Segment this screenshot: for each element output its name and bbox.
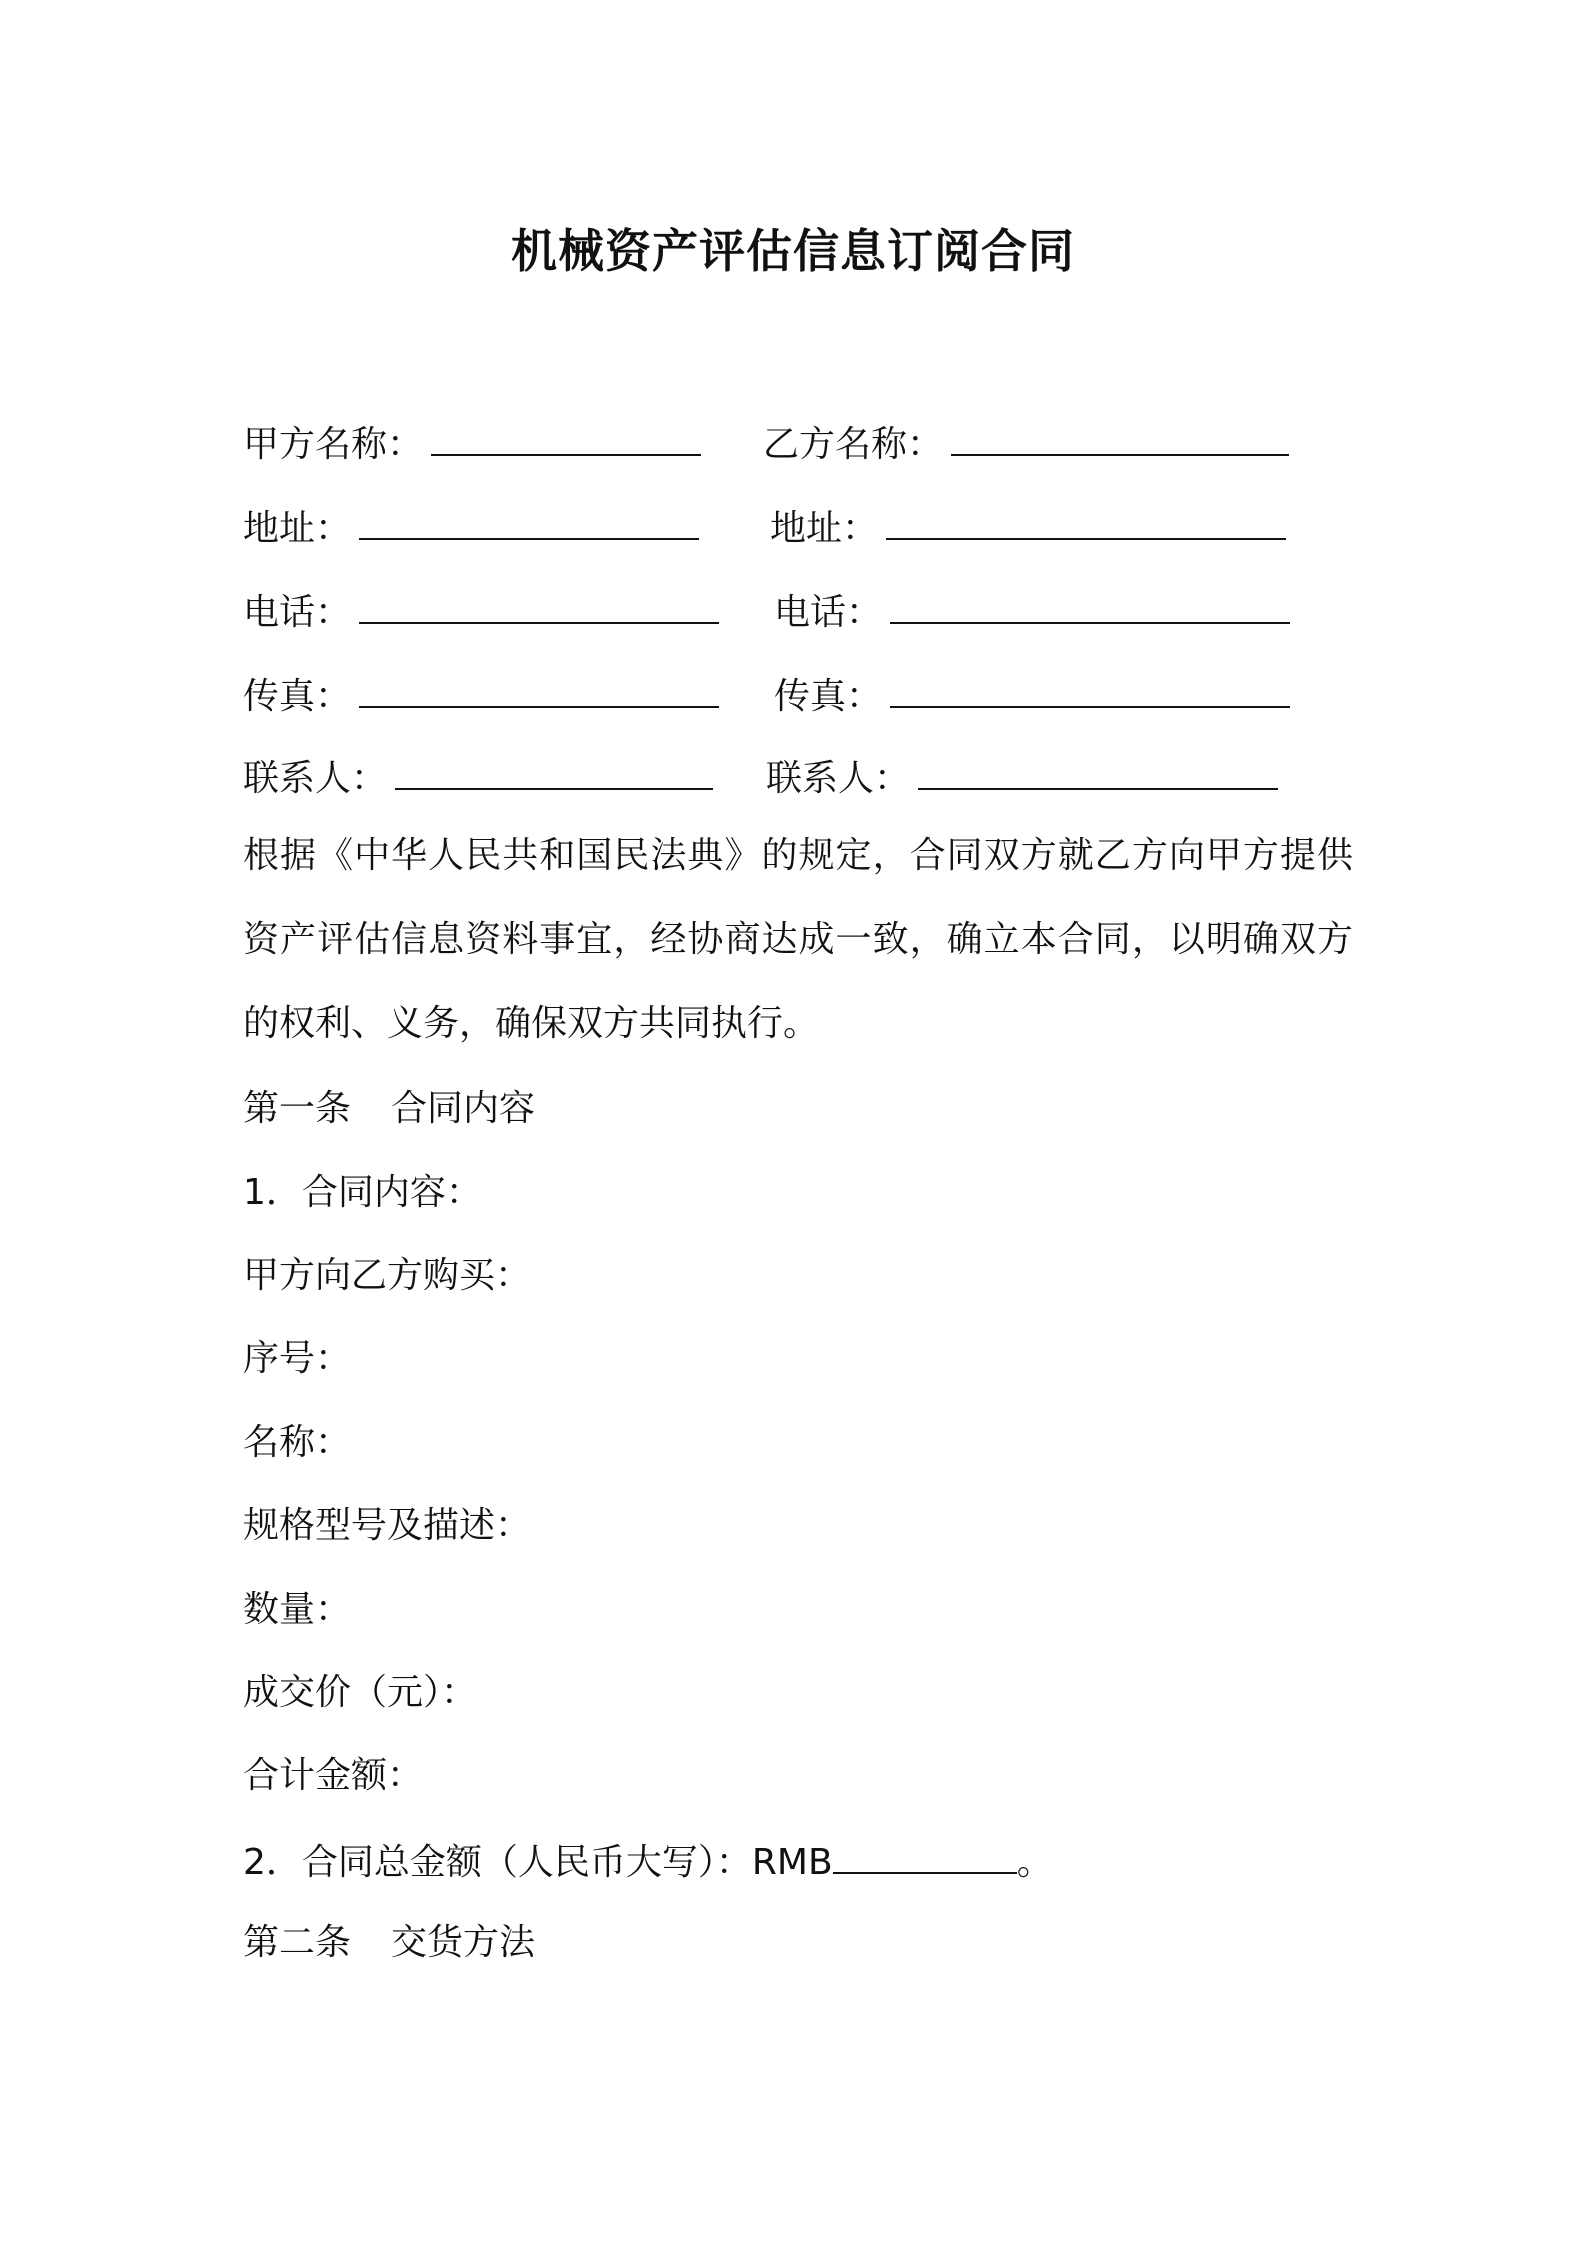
party-a-address-label: 地址： [243, 508, 352, 549]
field-spec: 规格型号及描述： [243, 1505, 532, 1546]
party-b-fax-blank[interactable] [890, 670, 1290, 708]
party-b-phone-row [774, 586, 1290, 637]
item-2-amount-blank[interactable] [833, 1836, 1017, 1874]
article-1-number: 第一条 [243, 1088, 352, 1129]
party-b-fax-label: 传真： [774, 676, 883, 717]
article-2-title: 交货方法 [391, 1922, 536, 1963]
article-2-number: 第二条 [243, 1922, 352, 1963]
intro-paragraph: 根据《中华人民共和国民法典》的规定，合同双方就乙方向甲方提供资产评估信息资料事宜，经协商达成一致，确立本合同，以明确双方的权利、义务，确保双方共同执行。 [243, 835, 1353, 1044]
party-a-phone-label: 电话： [243, 592, 352, 633]
field-price: 成交价（元）： [243, 1672, 478, 1713]
party-a-address-blank[interactable] [359, 502, 699, 540]
party-a-fax-label: 传真： [243, 676, 352, 717]
party-b-address-blank[interactable] [886, 502, 1286, 540]
party-b-contact-label: 联系人： [766, 758, 911, 799]
party-a-phone-row [243, 586, 719, 637]
party-b-phone-label: 电话： [774, 592, 883, 633]
purchase-line: 甲方向乙方购买： [243, 1255, 532, 1296]
field-total: 合计金额： [243, 1755, 424, 1796]
field-quantity: 数量： [243, 1589, 352, 1630]
party-a-address-row [243, 502, 699, 553]
article-2-heading [243, 1919, 535, 1967]
party-b-address-row [770, 502, 1286, 553]
party-b-name-row [763, 418, 1289, 469]
party-b-fax-row [774, 670, 1290, 721]
party-a-contact-row [243, 752, 713, 803]
item-2-suffix: 。 [1016, 1842, 1053, 1883]
party-b-address-label: 地址： [770, 508, 879, 549]
party-a-contact-blank[interactable] [395, 752, 713, 790]
item-2-text: 2．合同总金额（人民币大写）：RMB [243, 1842, 833, 1883]
party-a-contact-label: 联系人： [243, 758, 388, 799]
party-a-name-row [243, 418, 701, 469]
party-b-contact-row [766, 752, 1278, 803]
party-b-name-blank[interactable] [951, 418, 1289, 456]
party-a-fax-blank[interactable] [359, 670, 719, 708]
party-a-name-label: 甲方名称： [243, 424, 424, 465]
article-1-title: 合同内容 [391, 1088, 536, 1129]
field-serial: 序号： [243, 1338, 352, 1379]
item-2 [243, 1836, 1053, 1887]
party-b-contact-blank[interactable] [918, 752, 1278, 790]
party-b-name-label: 乙方名称： [763, 424, 944, 465]
article-1-heading [243, 1085, 535, 1133]
item-1: 1．合同内容： [243, 1172, 482, 1213]
party-a-phone-blank[interactable] [359, 586, 719, 624]
field-name: 名称： [243, 1422, 352, 1463]
document-title: 机械资产评估信息订阅合同 [511, 224, 1075, 278]
party-a-fax-row [243, 670, 719, 721]
party-a-name-blank[interactable] [431, 418, 701, 456]
party-b-phone-blank[interactable] [890, 586, 1290, 624]
